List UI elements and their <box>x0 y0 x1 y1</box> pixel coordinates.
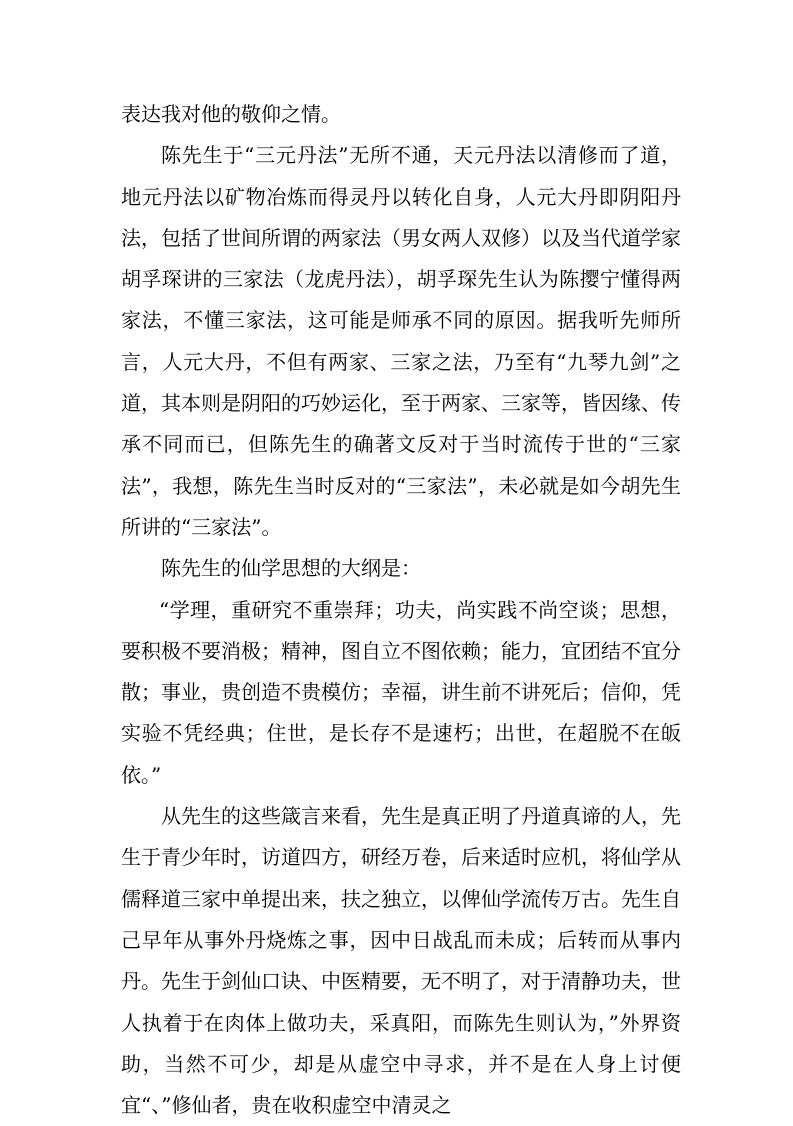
paragraph-outline-intro: 陈先生的仙学思想的大纲是： <box>161 556 421 581</box>
paragraph-continuation: 表达我对他的敬仰之情。 <box>121 102 341 126</box>
paragraph-three-elixir-methods: 陈先生于“三元丹法”无所不通，天元丹法以清修而了道，地元丹法以矿物冶炼而得灵丹以转化自身，人元大丹即阴阳丹法，包括了世间所谓的两家法（男女两人双修）以及当代道学家胡孚琛讲的三家法（龙虎丹法），胡孚琛先生认为陈撄宁懂得两家法，不懂三家法，这可能是师承不同的原因。据我听先师所言，人元大丹，不但有两家、三家之法，乃至有“九琴九剑”之道，其本则是阴阳的巧妙运化，至于两家、三家等，皆因缘、传承不同而已，但陈先生的确著文反对于当时流传于世的“三家法”，我想，陈先生当时反对的“三家法”，未必就是如今胡先生所讲的“三家法”。 <box>121 143 681 539</box>
paragraph-outline-quote: “学理，重研究不重崇拜；功夫，尚实践不尚空谈；思想，要积极不要消极；精神，图自立不图依赖；能力，宜团结不宜分散；事业，贵创造不贵模仿；幸福，讲生前不讲死后；信仰，凭实验不凭经典；住世，是长存不是速朽；出世，在超脱不在皈依。” <box>121 597 681 787</box>
paragraph-commentary: 从先生的这些箴言来看，先生是真正明了丹道真谛的人，先生于青少年时，访道四方，研经万卷，后来适时应机，将仙学从儒释道三家中单提出来，扶之独立，以俾仙学流传万古。先生自己早年从事外丹烧炼之事，因中日战乱而未成；后转而从事内丹。先生于剑仙口诀、中医精要，无不明了，对于清静功夫，世人执着于在肉体上做功夫，采真阳，而陈先生则认为，”外界资助，当然不可少，却是从虚空中寻求，并不是在人身上讨便宜“、”修仙者，贵在收积虚空中清灵之 <box>121 804 681 1118</box>
body-text <box>121 94 681 1126</box>
